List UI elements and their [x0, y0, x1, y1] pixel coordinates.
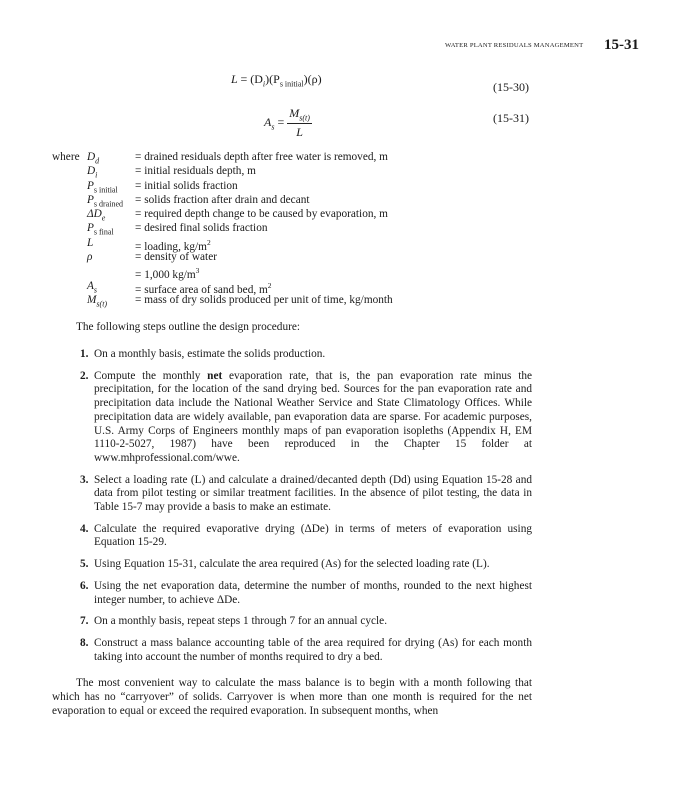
- equation-number-15-31: (15-31): [493, 111, 529, 125]
- equation-15-30: $L = (D_i)(P_{s initial})(\rho)$: [231, 72, 322, 89]
- procedure-step: 8. Construct a mass balance accounting table of the area required for drying (As) for each month taking into account the number of months required to dry a bed.: [80, 636, 532, 663]
- procedure-step: 1. On a monthly basis, estimate the solids production.: [80, 348, 326, 360]
- page-number: 15-31: [604, 37, 639, 53]
- closing-paragraph: The most convenient way to calculate the mass balance is to begin with a month following that which has no “carryover” of solids. Carryover is when more than one month is required for the net evaporation to equal or exceed the required evaporation. In subsequent months, when: [52, 677, 532, 718]
- equation-number-15-30: (15-30): [493, 80, 529, 94]
- running-header-title: WATER PLANT RESIDUALS MANAGEMENT: [445, 42, 584, 49]
- procedure-step: 4. Calculate the required evaporative drying (ΔDe) in terms of meters of evaporation using Equation 15-29.: [80, 522, 532, 549]
- procedure-step: 5. Using Equation 15-31, calculate the area required (As) for the selected loading rate (L).: [80, 558, 490, 571]
- procedure-step: 7. On a monthly basis, repeat steps 1 through 7 for an annual cycle.: [80, 615, 388, 628]
- procedure-step: 6. Using the net evaporation data, determine the number of months, rounded to the next highest integer number, to achieve ΔDe.: [80, 579, 532, 606]
- equation-15-31: $A_s$ = $\frac{M_{s(t)}}{L}$: [264, 106, 310, 140]
- procedure-intro: The following steps outline the design procedure:: [76, 321, 301, 333]
- procedure-step: 2. Compute the monthly net evaporation rate, that is, the pan evaporation rate minus the precipitation, for the location of the sand drying bed. Sources for the pan evaporation rate and precipitation data include the National Weather Service and State Climatology Offices. While precipitation data are widely available, pan evaporation data are sparse. For academic purposes, U.S. Army Corps of Engineers monthly maps of pan evaporation isopleths (Appendix H, EM 1110-2-5027, 1987) have been reproduced in the Chapter 15 folder at www.mhprofessional.com/wwe.: [80, 369, 532, 464]
- fraction: $\frac{M_{s(t)}}{L}$: [289, 106, 310, 140]
- procedure-step: 3. Select a loading rate (L) and calculate a drained/decanted depth (Dd) using Equation 15-28 and data from pilot testing or similar treatment facilities. In the absence of pilot testing, the data in Table 15-7 may provide a basis to make an estimate.: [80, 473, 532, 514]
- procedure-steps: [80, 348, 532, 672]
